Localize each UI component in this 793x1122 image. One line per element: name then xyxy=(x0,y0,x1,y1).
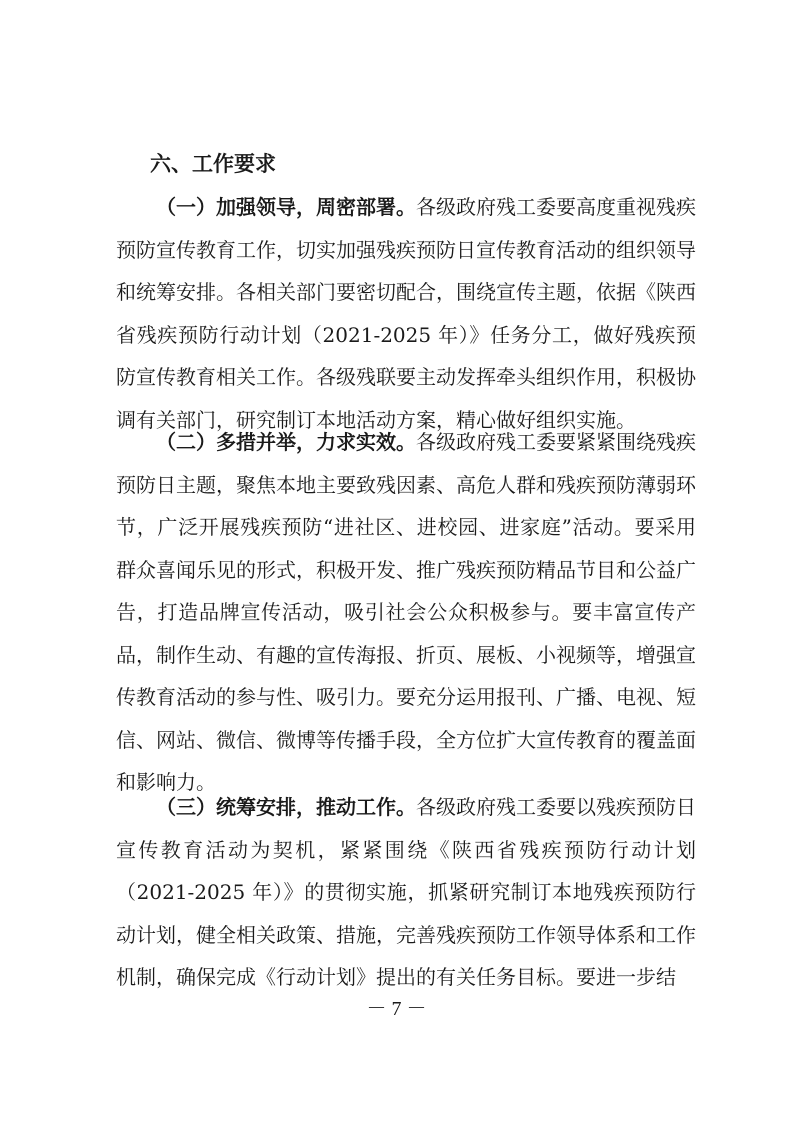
paragraph-body: 各级政府残工委要紧紧围绕残疾预防日主题，聚焦本地主要致残因素、高危人群和残疾预防薄弱环节，广泛开展残疾预防“进社区、进校园、进家庭”活动。要采用群众喜闻乐见的形式，积极开发、推广残疾预防精品节目和公益广告，打造品牌宣传活动，吸引社会公众积极参与。要丰富宣传产品，制作生动、有趣的宣传海报、折页、展板、小视频等，增强宣传教育活动的参与性、吸引力。要充分运用报刊、广播、电视、短信、网站、微信、微博等传播手段，全方位扩大宣传教育的覆盖面和影响力。 xyxy=(116,430,696,794)
paragraph-leadership xyxy=(116,186,696,441)
paragraph-body: 各级政府残工委要高度重视残疾预防宣传教育工作，切实加强残疾预防日宣传教育活动的组织领导和统筹安排。各相关部门要密切配合，围绕宣传主题，依据《陕西省残疾预防行动计划（2021-2025 年）》任务分工，做好残疾预防宣传教育相关工作。各级残联要主动发挥牵头组织作用，积极协调有关部门，研究制订本地活动方案，精心做好组织实施。 xyxy=(116,195,696,432)
section-heading: 六、工作要求 xyxy=(150,152,276,176)
paragraph-lead: （二）多措并举，力求实效。 xyxy=(156,430,416,454)
paragraph-lead: （一）加强领导，周密部署。 xyxy=(156,195,416,219)
paragraph-body: 各级政府残工委要以残疾预防日宣传教育活动为契机，紧紧围绕《陕西省残疾预防行动计划（2021-2025 年）》的贯彻实施，抓紧研究制订本地残疾预防行动计划，健全相关政策、措施，完善残疾预防工作领导体系和工作机制，确保完成《行动计划》提出的有关任务目标。要进一步结 xyxy=(116,795,696,989)
paragraph-lead: （三）统筹安排，推动工作。 xyxy=(156,795,416,819)
page-number: － 7 － xyxy=(366,998,427,1020)
paragraph-coordination xyxy=(116,786,696,999)
paragraph-measures xyxy=(116,421,696,804)
